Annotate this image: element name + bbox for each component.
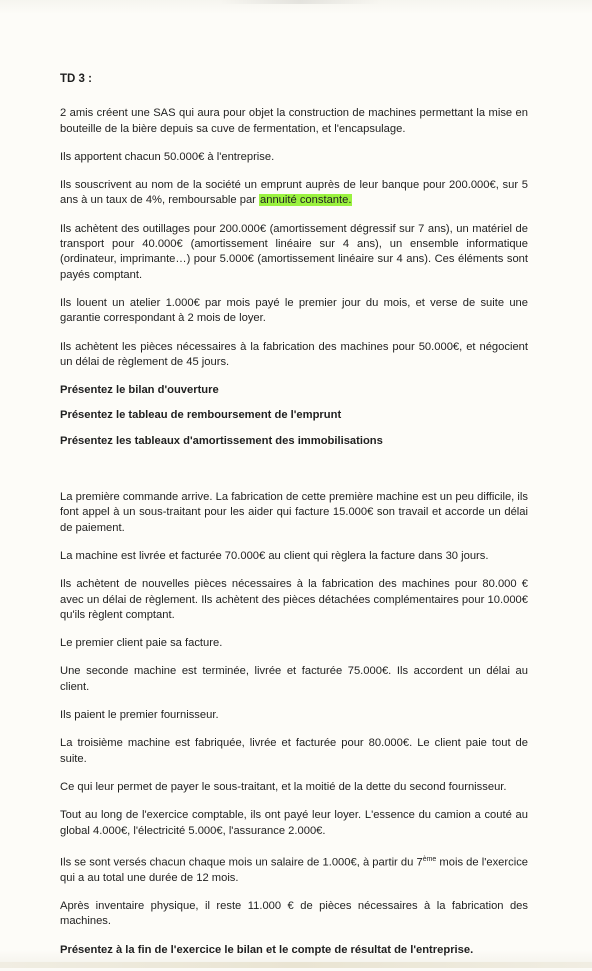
paragraph-salaries bbox=[60, 852, 528, 886]
paragraph-pay-subcontractor: Ce qui leur permet de payer le sous-traitant, et la moitié de la dette du second fournisseur. bbox=[60, 780, 507, 793]
paragraph-parts-purchase: Ils achètent les pièces nécessaires à la fabrication des machines pour 50.000€, et négocient un délai de règlement de 45 jours. bbox=[60, 340, 528, 368]
exercise-text bbox=[60, 72, 528, 971]
paragraph-contribution: Ils apportent chacun 50.000€ à l'entreprise. bbox=[60, 150, 275, 163]
scan-edge-bottom bbox=[0, 962, 592, 968]
salary-text-start: Ils se sont versés chacun chaque mois un salaire de 1.000€, à partir du 7 bbox=[60, 856, 423, 869]
paragraph-inventory: Après inventaire physique, il reste 11.000 € de pièces nécessaires à la fabrication des machines. bbox=[60, 900, 528, 928]
question-loan-table: Présentez le tableau de remboursement de l'emprunt bbox=[60, 409, 342, 422]
paragraph-third-machine: La troisième machine est fabriquée, livrée et facturée pour 80.000€. Le client paie tout de suite. bbox=[60, 737, 528, 765]
paragraph-equipment: Ils achètent des outillages pour 200.000€ (amortissement dégressif sur 7 ans), un matériel de transport pour 40.000€ (amortissement linéaire sur 4 ans), un ensemble informatique (ordinateur, imprimante…) pour 5.000€ (amortissement linéaire sur 4 ans). Ces éléments sont payés comptant. bbox=[60, 222, 528, 281]
superscript-eme: ème bbox=[422, 855, 437, 863]
loan-text: Ils souscrivent au nom de la société un emprunt auprès de leur banque pour 200.000€, sur 5 ans à un taux de 4%, remboursable par bbox=[60, 179, 528, 207]
exercise-title: TD 3 : bbox=[60, 73, 92, 85]
paragraph-expenses: Tout au long de l'exercice comptable, ils ont payé leur loyer. L'essence du camion a couté au global 4.000€, l'électricité 5.000€, l'assurance 2.000€. bbox=[60, 809, 528, 837]
scan-shadow-top bbox=[220, 0, 380, 4]
paragraph-company-creation: 2 amis créent une SAS qui aura pour objet la construction de machines permettant la mise en bouteille de la bière depuis sa cuve de fermentation, et l'encapsulage. bbox=[60, 107, 528, 135]
paragraph-first-delivery: La machine est livrée et facturée 70.000€ au client qui règlera la facture dans 30 jours. bbox=[60, 549, 489, 562]
salary-text-end: mois de l'exercice qui a au total une durée de 12 mois. bbox=[60, 856, 529, 884]
paragraph-rent: Ils louent un atelier 1.000€ par mois payé le premier jour du mois, et verse de suite une garantie correspondant à 2 mois de loyer. bbox=[60, 296, 528, 325]
final-question: Présentez à la fin de l'exercice le bilan et le compte de résultat de l'entreprise. bbox=[60, 943, 474, 956]
question-depreciation-tables: Présentez les tableaux d'amortissement des immobilisations bbox=[60, 434, 383, 447]
paragraph-pay-first-supplier: Ils paient le premier fournisseur. bbox=[60, 709, 219, 722]
paragraph-loan bbox=[60, 178, 528, 209]
highlighted-annuity: annuité constante. bbox=[260, 194, 352, 207]
paragraph-second-machine: Une seconde machine est terminée, livrée et facturée 75.000€. Ils accordent un délai au client. bbox=[60, 665, 528, 693]
paragraph-first-client-pays: Le premier client paie sa facture. bbox=[60, 637, 223, 650]
section-gap bbox=[60, 462, 528, 490]
paragraph-new-parts: Ils achètent de nouvelles pièces nécessaires à la fabrication des machines pour 80.000 € avec un délai de règlement. Ils achètent des pièces détachées complémentaires pour 10.000€ qu'ils règlent comptant. bbox=[60, 578, 528, 621]
question-opening-balance: Présentez le bilan d'ouverture bbox=[60, 384, 219, 397]
paragraph-first-order: La première commande arrive. La fabrication de cette première machine est un peu difficile, ils font appel à un sous-traitant pour les aider qui facture 15.000€ son travail et accorde un délai de paiement. bbox=[60, 491, 528, 534]
